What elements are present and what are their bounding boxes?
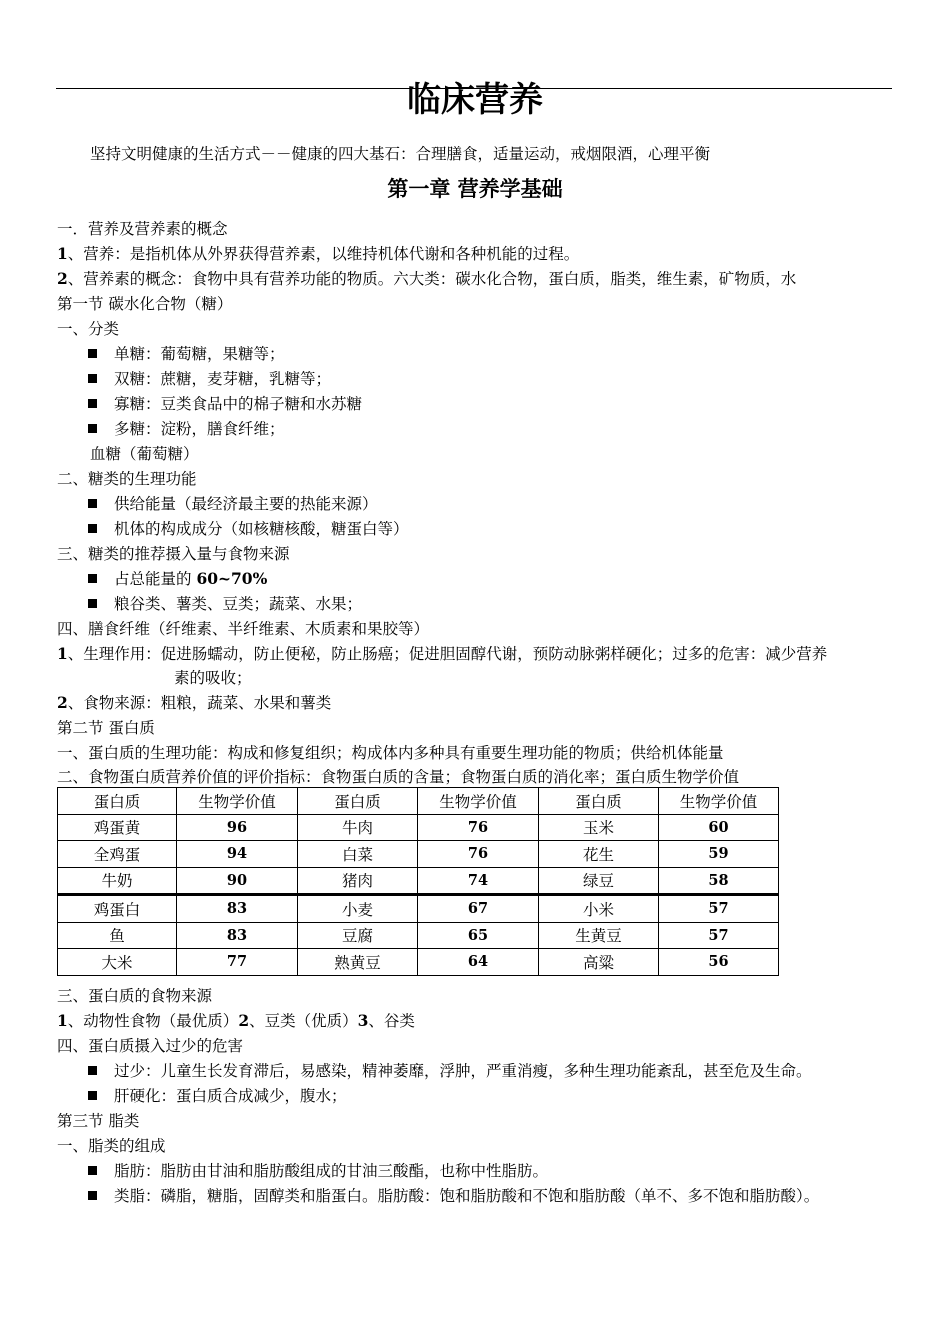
chapter-title: 第一章 营养学基础 — [387, 176, 563, 201]
table-cell: 玉米 — [539, 814, 659, 841]
protein-section-title: 第二节 蛋白质 — [57, 719, 155, 737]
biological-value-table — [57, 787, 779, 976]
fat-bullet-2: 类脂：磷脂，糖脂，固醇类和脂蛋白。脂肪酸：饱和脂肪酸和不饱和脂肪酸（单不、多不饱和脂肪酸）。 — [88, 1185, 819, 1207]
sec1-line-2: 2、营养素的概念：食物中具有营养功能的物质。六大类：碳水化合物，蛋白质，脂类，维生素，矿物质，水 — [57, 269, 797, 288]
table-cell: 鱼 — [58, 922, 177, 949]
protein-bullet-2: 肝硬化：蛋白质合成减少，腹水； — [88, 1085, 347, 1107]
table-cell: 60 — [659, 814, 779, 841]
protein-heading-2: 二、食物蛋白质营养价值的评价指标：食物蛋白质的含量；食物蛋白质的消化率；蛋白质生物学价值 — [57, 768, 740, 786]
table-cell: 56 — [659, 949, 779, 976]
carb-bullet-6: 机体的构成成分（如核糖核酸，糖蛋白等） — [88, 518, 409, 540]
protein-bullet-1: 过少：儿童生长发育滞后，易感染，精神萎靡，浮肿，严重消瘦，多种生理功能紊乱，甚至危及生命。 — [88, 1060, 812, 1082]
protein-sources: 1、动物性食物（最优质）2、豆类（优质）3、谷类 — [57, 1011, 415, 1030]
bullet-square-icon — [88, 524, 97, 533]
table-header-cell: 生物学价值 — [177, 788, 298, 815]
table-cell: 花生 — [539, 841, 659, 868]
table-cell: 牛肉 — [298, 814, 418, 841]
table-row — [58, 895, 779, 923]
page-title: 临床营养 — [407, 80, 543, 120]
table-cell: 鸡蛋黄 — [58, 814, 177, 841]
carb-bullet-7: 占总能量的 60~70% — [88, 568, 267, 590]
bullet-square-icon — [88, 1066, 97, 1075]
table-cell: 76 — [418, 814, 539, 841]
table-cell: 鸡蛋白 — [58, 895, 177, 923]
fiber-line-2: 2、食物来源：粗粮，蔬菜、水果和薯类 — [57, 693, 332, 712]
carb-heading-1: 一、分类 — [57, 320, 120, 338]
table-cell: 58 — [659, 867, 779, 895]
table-cell: 白菜 — [298, 841, 418, 868]
bullet-square-icon — [88, 424, 97, 433]
carb-bullet-5: 供给能量（最经济最主要的热能来源） — [88, 493, 378, 515]
table-cell: 65 — [418, 922, 539, 949]
carb-heading-3: 三、糖类的推荐摄入量与食物来源 — [57, 545, 290, 563]
bullet-square-icon — [88, 1191, 97, 1200]
table-header-cell: 蛋白质 — [58, 788, 177, 815]
bullet-square-icon — [88, 349, 97, 358]
table-cell: 67 — [418, 895, 539, 923]
table-cell: 94 — [177, 841, 298, 868]
table-cell: 绿豆 — [539, 867, 659, 895]
table-cell: 猪肉 — [298, 867, 418, 895]
table-row — [58, 814, 779, 841]
table-cell: 64 — [418, 949, 539, 976]
sec1-line-1: 1、营养：是指机体从外界获得营养素，以维持机体代谢和各种机能的过程。 — [57, 244, 580, 263]
bullet-square-icon — [88, 399, 97, 408]
table-header-cell: 蛋白质 — [539, 788, 659, 815]
fiber-line-1-cont: 素的吸收； — [174, 669, 252, 687]
carb-bullet-2: 双糖：蔗糖，麦芽糖，乳糖等； — [88, 368, 331, 390]
table-cell: 豆腐 — [298, 922, 418, 949]
carb-bullet-4: 多糖：淀粉，膳食纤维； — [88, 418, 285, 440]
table-cell: 大米 — [58, 949, 177, 976]
bullet-square-icon — [88, 574, 97, 583]
sec1-heading: 一．营养及营养素的概念 — [57, 220, 228, 238]
fat-heading-1: 一、脂类的组成 — [57, 1137, 166, 1155]
table-cell: 83 — [177, 895, 298, 923]
table-cell: 76 — [418, 841, 539, 868]
table-cell: 77 — [177, 949, 298, 976]
table-cell: 57 — [659, 922, 779, 949]
table-cell: 全鸡蛋 — [58, 841, 177, 868]
table-cell: 57 — [659, 895, 779, 923]
table-row — [58, 841, 779, 868]
carb-bullet-1: 单糖：葡萄糖，果糖等； — [88, 343, 285, 365]
carb-heading-2: 二、糖类的生理功能 — [57, 470, 197, 488]
table-cell: 熟黄豆 — [298, 949, 418, 976]
table-cell: 90 — [177, 867, 298, 895]
carb-section-title: 第一节 碳水化合物（糖） — [57, 295, 233, 313]
bullet-square-icon — [88, 599, 97, 608]
bullet-square-icon — [88, 374, 97, 383]
table-header-row — [58, 788, 779, 815]
table-row — [58, 867, 779, 895]
table-cell: 牛奶 — [58, 867, 177, 895]
table-row — [58, 922, 779, 949]
protein-heading-3: 三、蛋白质的食物来源 — [57, 987, 213, 1005]
table-cell: 小麦 — [298, 895, 418, 923]
protein-heading-1: 一、蛋白质的生理功能：构成和修复组织；构成体内多种具有重要生理功能的物质；供给机体能量 — [57, 744, 724, 762]
motto: 坚持文明健康的生活方式－－健康的四大基石：合理膳食，适量运动，戒烟限酒，心理平衡 — [90, 145, 711, 163]
table-cell: 83 — [177, 922, 298, 949]
table-header-cell: 生物学价值 — [659, 788, 779, 815]
table-cell: 小米 — [539, 895, 659, 923]
carb-bullet-3: 寡糖：豆类食品中的棉子糖和水苏糖 — [88, 393, 362, 415]
protein-heading-4: 四、蛋白质摄入过少的危害 — [57, 1037, 244, 1055]
bullet-square-icon — [88, 1091, 97, 1100]
table-row — [58, 949, 779, 976]
fat-section-title: 第三节 脂类 — [57, 1112, 140, 1130]
table-cell: 59 — [659, 841, 779, 868]
table-header-cell: 生物学价值 — [418, 788, 539, 815]
carb-heading-4: 四、膳食纤维（纤维素、半纤维素、木质素和果胶等） — [57, 620, 430, 638]
blood-sugar-note: 血糖（葡萄糖） — [90, 445, 199, 463]
carb-bullet-8: 粮谷类、薯类、豆类；蔬菜、水果； — [88, 593, 362, 615]
table-cell: 96 — [177, 814, 298, 841]
table-header-cell: 蛋白质 — [298, 788, 418, 815]
table-cell: 高粱 — [539, 949, 659, 976]
table-cell: 74 — [418, 867, 539, 895]
fat-bullet-1: 脂肪：脂肪由甘油和脂肪酸组成的甘油三酸酯，也称中性脂肪。 — [88, 1160, 548, 1182]
bullet-square-icon — [88, 499, 97, 508]
bullet-square-icon — [88, 1166, 97, 1175]
table-cell: 生黄豆 — [539, 922, 659, 949]
fiber-line-1: 1、生理作用：促进肠蠕动，防止便秘，防止肠癌；促进胆固醇代谢，预防动脉粥样硬化；过多的危害：减少营养 — [57, 644, 828, 663]
